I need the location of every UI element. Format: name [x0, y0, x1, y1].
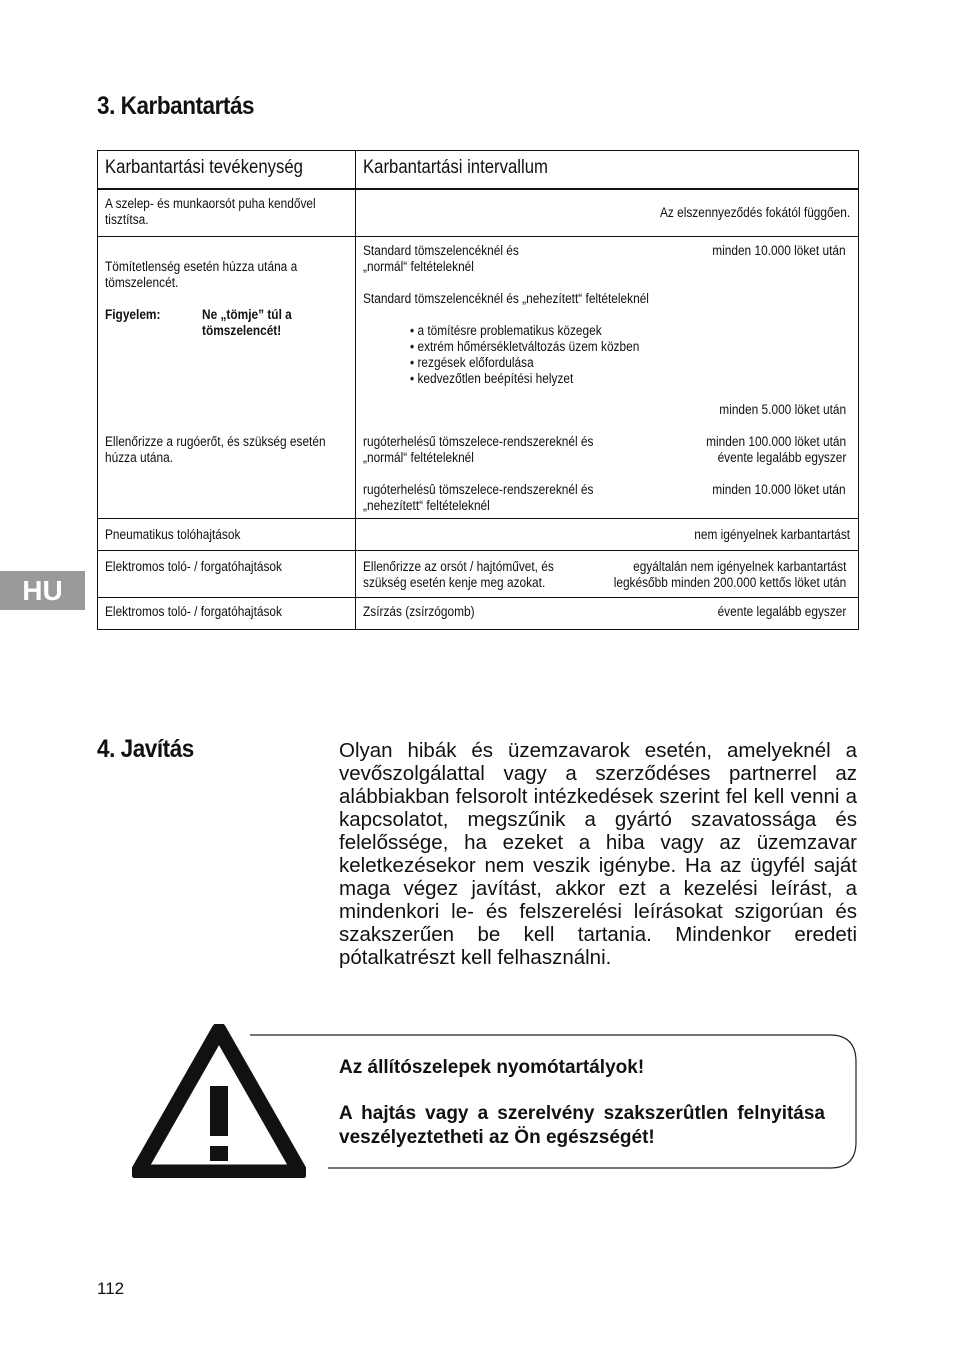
- interval-value: évente legalább egyszer: [717, 604, 846, 619]
- warning-note: Ne „tömje” túl a tömszelencét!: [202, 307, 292, 338]
- table-header-activity: Karbantartási tevékenység: [105, 157, 303, 178]
- interval-value: egyáltalán nem igényelnek karbantartást legkésőbb minden 200.000 kettős löket után: [613, 559, 846, 590]
- interval-value: minden 10.000 löket után: [712, 243, 846, 258]
- interval-value: minden 10.000 löket után: [712, 482, 846, 497]
- repair-paragraph: Olyan hibák és üzemzavarok esetén, amelyeknél a vevőszolgálattal vagy a szerződéses partnerrel az alábbiakban felsorolt intézkedések szerint fel kell venni a kapcsolatot, megszűnik a gyártó szavatossága és felelőssége, ha ezeket a hiba vagy az üzemzavar keletkezésekor nem veszik igénybe. Ha az ügyfél saját maga végez javítást, akkor ezt a kezelési leírást, a mindenkori le- és felszerelési leírásokat szigorúan és szakszerűen be kell tartania. Mindenkor eredeti pótalkatrészt kell felhasználni.: [339, 739, 857, 969]
- section-title-maintenance: 3. Karbantartás: [97, 92, 255, 120]
- interval-text: Zsírzás (zsírzógomb): [363, 604, 475, 619]
- condition-list: [410, 323, 671, 387]
- interval-text: Standard tömszelencéknél és „normál“ feltételeknél: [363, 243, 519, 274]
- interval-text: Ellenőrizze az orsót / hajtóművet, és szükség esetén kenje meg azokat.: [363, 559, 554, 590]
- language-tab: HU: [0, 571, 85, 610]
- interval-text: Standard tömszelencéknél és „nehezített“ feltételeknél: [363, 291, 649, 306]
- warning-triangle-icon: [132, 1024, 306, 1178]
- interval-text: rugóterhelésű tömszelece-rendszereknél és „normál“ feltételeknél: [363, 434, 594, 465]
- interval-value: nem igényelnek karbantartást: [694, 527, 850, 542]
- list-item: • rezgések előfordulása: [410, 355, 534, 370]
- list-item: • a tömítésre problematikus közegek: [410, 323, 602, 338]
- warning-message: A hajtás vagy a szerelvény szakszerûtlen felnyitása veszélyeztetheti az Ön egészségét!: [339, 1103, 825, 1148]
- table-row: A szelep- és munkaorsót puha kendővel tisztítsa.: [105, 196, 316, 227]
- table-row: Elektromos toló- / forgatóhajtások: [105, 604, 282, 619]
- interval-text: rugóterhelésû tömszelece-rendszereknél és „nehezített“ feltételeknél: [363, 482, 594, 513]
- list-item: • kedvezőtlen beépítési helyzet: [410, 371, 574, 386]
- page-number: 112: [97, 1279, 125, 1298]
- table-row: Pneumatikus tolóhajtások: [105, 527, 241, 542]
- table-row: Tömítetlenség esetén húzza utána a tömszelencét.: [105, 259, 298, 290]
- table-row: Ellenőrizze a rugóerőt, és szükség esetén húzza utána.: [105, 434, 326, 465]
- table-row: Elektromos toló- / forgatóhajtások: [105, 559, 282, 574]
- table-cell-interval: Az elszennyeződés fokától függően.: [659, 205, 850, 220]
- warning-label: Figyelem:: [105, 307, 161, 322]
- interval-value: minden 5.000 löket után: [719, 402, 846, 417]
- list-item: • extrém hőmérsékletváltozás üzem közben: [410, 339, 640, 354]
- warning-headline: Az állítószelepek nyomótartályok!: [339, 1057, 645, 1078]
- table-header-interval: Karbantartási intervallum: [363, 157, 548, 178]
- interval-value: minden 100.000 löket után évente legalább egyszer: [705, 434, 846, 465]
- section-title-repair: 4. Javítás: [97, 735, 194, 763]
